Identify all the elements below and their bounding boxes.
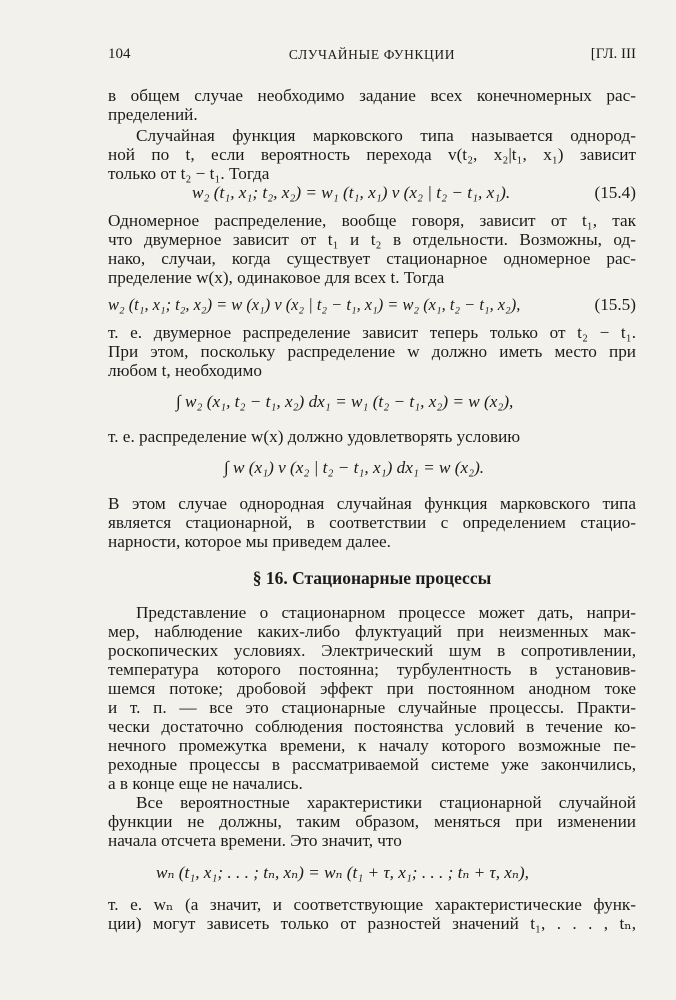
text-line: роскопических условиях. Электрический шум в сопротивлении, (108, 641, 636, 660)
equation-body: ∫ w (x₁) v (x₂ | t₂ − t₁, x₁) dx₁ = w (x₂). (224, 458, 485, 477)
text-line: любом t, необходимо (108, 361, 262, 380)
text-line: нечного промежутка времени, к началу которого возможные пе- (108, 736, 636, 755)
text-line: ции) могут зависеть только от разностей значений t₁, . . . , tₙ, (108, 914, 636, 933)
text-line: функции не должны, таким образом, меняться при изменении (108, 812, 636, 831)
text-line: нарности, которое мы приведем далее. (108, 532, 391, 551)
equation-body: wₙ (t₁, x₁; . . . ; tₙ, xₙ) = wₙ (t₁ + τ, x₁; . . . ; tₙ + τ, xₙ), (156, 863, 529, 882)
equation-body: w₂ (t₁, x₁; t₂, x₂) = w (x₁) v (x₂ | t₂ − t₁, x₁) = w₂ (x₁, t₂ − t₁, x₂), (108, 295, 521, 314)
page-number: 104 (108, 46, 131, 62)
text-line: мер, наблюдение каких-либо флуктуаций при неизменных мак- (108, 622, 636, 641)
text-line: Все вероятностные характеристики стационарной случайной (136, 793, 636, 812)
text-line: пределение w(x), одинаковое для всех t. Тогда (108, 268, 445, 287)
equation-number: (15.5) (594, 295, 636, 314)
running-title: СЛУЧАЙНЫЕ ФУНКЦИИ (288, 47, 456, 62)
text-line: Случайная функция марковского типа называется однород- (136, 126, 636, 145)
equation-15-4 (108, 181, 636, 205)
text-line: только от t₂ − t₁. Тогда (108, 164, 270, 183)
text-line: Представление о стационарном процессе может дать, напри- (136, 603, 636, 622)
text-line: а в конце еще не начались. (108, 774, 303, 793)
text-line: пределений. (108, 105, 198, 124)
equation-integral-1 (108, 390, 636, 414)
equation-15-5 (108, 293, 636, 317)
text-line: реходные процессы в рассматриваемой системе уже закончились, (108, 755, 636, 774)
equation-number: (15.4) (594, 183, 636, 202)
text-line: Одномерное распределение, вообще говоря, зависит от t₁, так (108, 211, 636, 230)
text-line: При этом, поскольку распределение w должно иметь место при (108, 342, 636, 361)
text-line: т. е. распределение w(x) должно удовлетворять условию (108, 427, 521, 446)
equation-integral-2 (108, 456, 636, 480)
text-line: т. е. wₙ (а значит, и соответствующие характеристические функ- (108, 895, 636, 914)
equation-body: ∫ w₂ (x₁, t₂ − t₁, x₂) dx₁ = w₁ (t₂ − t₁, x₂) = w (x₂), (176, 392, 514, 411)
text-line: является стационарной, в соответствии с определением стацио- (108, 513, 636, 532)
equation-body: w₂ (t₁, x₁; t₂, x₂) = w₁ (t₁, x₁) v (x₂ | t₂ − t₁, x₁). (192, 183, 511, 202)
running-header (108, 46, 636, 68)
text-line: и т. п. — все это стационарные случайные процессы. Практи- (108, 698, 636, 717)
text-line: температура которого постоянна; турбулентность в установив- (108, 660, 636, 679)
section-heading: § 16. Стационарные процессы (252, 568, 492, 588)
text-line: что двумерное зависит от t₁ и t₂ в отдельности. Возможны, од- (108, 230, 636, 249)
text-line: т. е. двумерное распределение зависит теперь только от t₂ − t₁. (108, 323, 636, 342)
text-line: ной по t, если вероятность перехода v(t₂, x₂|t₁, x₁) зависит (108, 145, 636, 164)
text-line: в общем случае необходимо задание всех конечномерных рас- (108, 86, 636, 105)
text-line: начала отсчета времени. Это значит, что (108, 831, 402, 850)
text-line: нако, случаи, когда существует стационарное одномерное рас- (108, 249, 636, 268)
text-line: В этом случае однородная случайная функция марковского типа (108, 494, 636, 513)
text-line: шемся потоке; дробовой эффект при постоянном анодном токе (108, 679, 636, 698)
chapter-label: [ГЛ. III (590, 46, 636, 62)
text-line: чески достаточно соблюдения постоянства условий в течение ко- (108, 717, 636, 736)
equation-stationarity (108, 861, 636, 885)
